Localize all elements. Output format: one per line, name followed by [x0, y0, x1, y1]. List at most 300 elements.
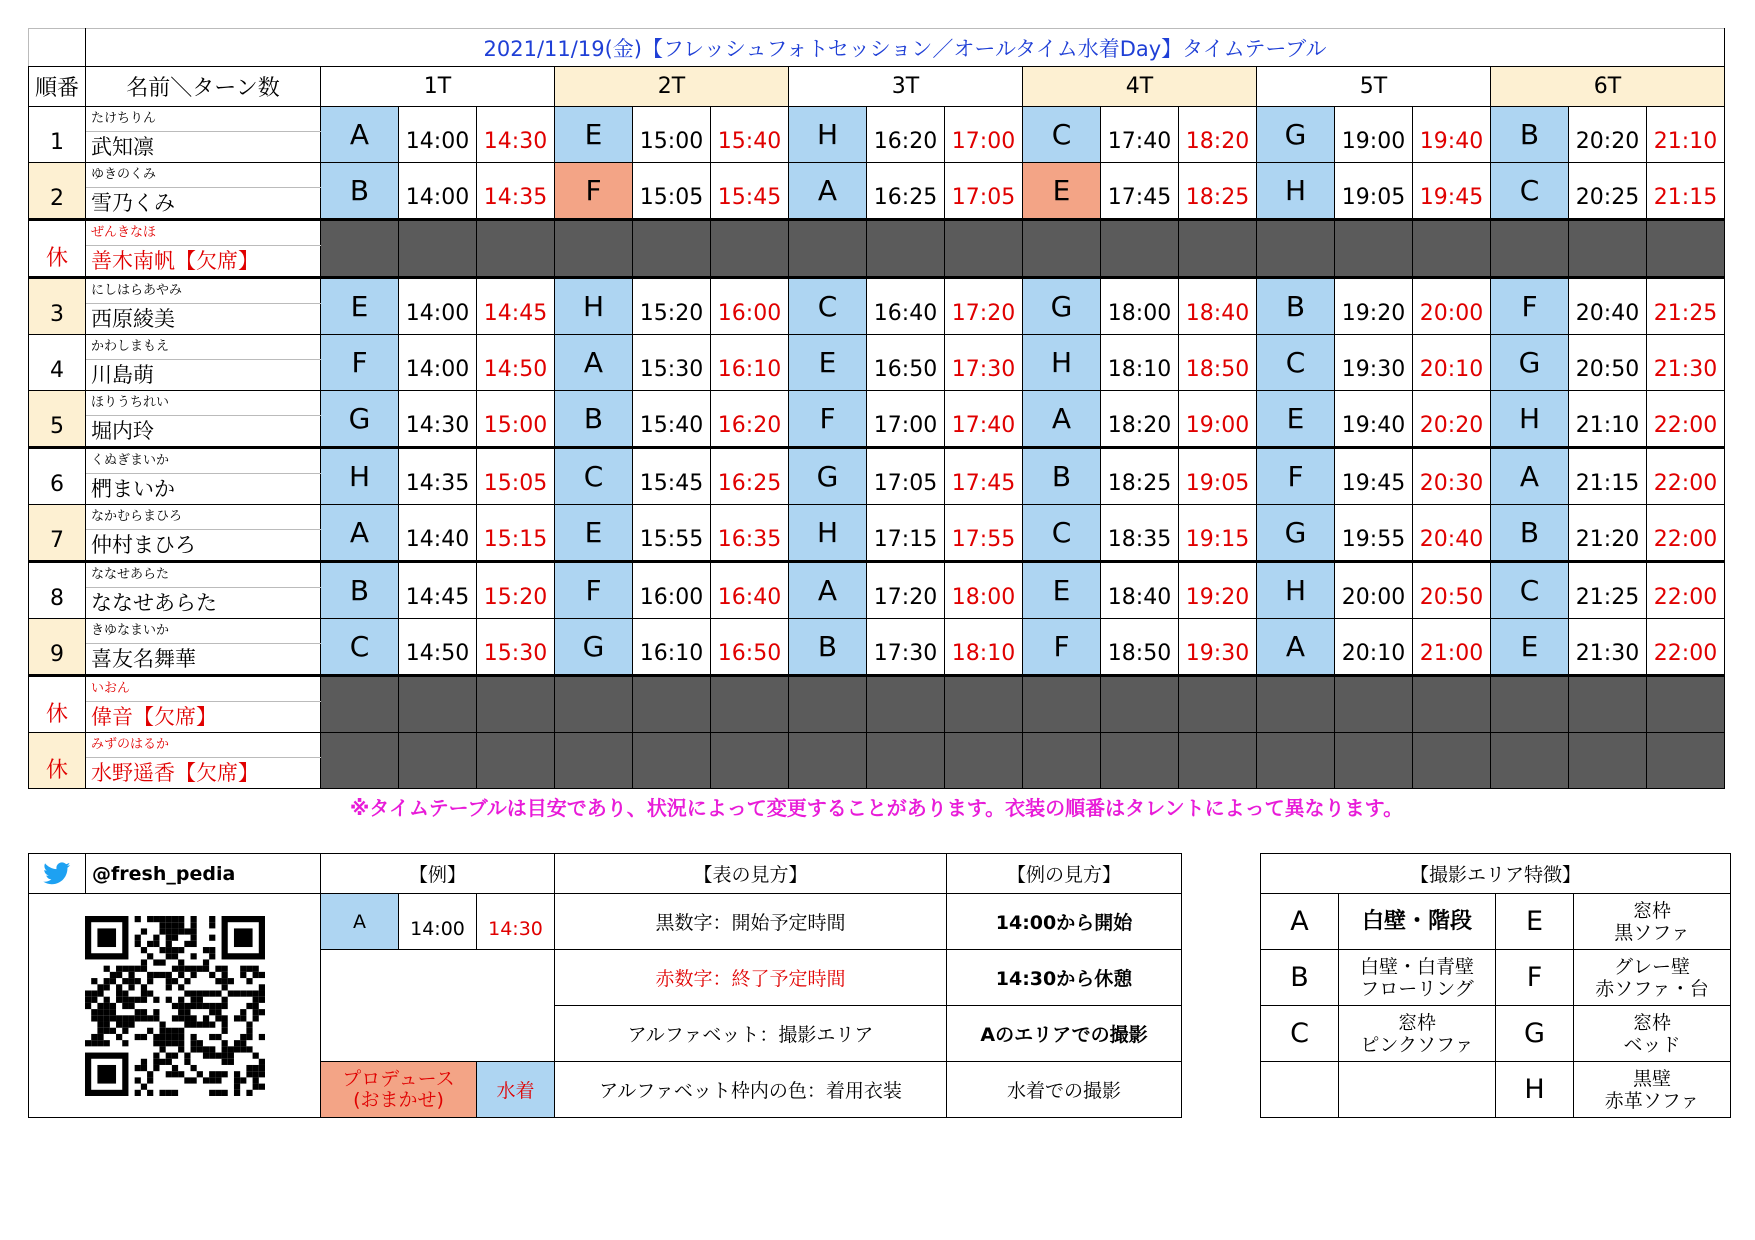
- end-time: 19:20: [1179, 562, 1257, 619]
- area-letter: B: [1491, 505, 1569, 562]
- area-letter: F: [321, 335, 399, 391]
- absent-cell: [789, 676, 867, 733]
- area-description-line: 窓枠: [1632, 1011, 1671, 1034]
- area-description: [1339, 1062, 1496, 1118]
- start-time: 15:40: [633, 391, 711, 448]
- example-end: 14:30: [477, 894, 555, 950]
- absent-cell: [1179, 676, 1257, 733]
- turn-header-2: 2T: [555, 67, 789, 107]
- row-number: 9: [29, 619, 86, 676]
- absent-cell: [1569, 733, 1647, 789]
- start-time: 21:10: [1569, 391, 1647, 448]
- area-letter: A: [1257, 619, 1335, 676]
- area-letter: G: [321, 391, 399, 448]
- end-time: 17:00: [945, 107, 1023, 163]
- area-letter: F: [555, 163, 633, 220]
- area-feature-row: [1261, 1062, 1731, 1118]
- absent-cell: [1491, 733, 1569, 789]
- absent-cell: [555, 676, 633, 733]
- start-time: 14:00: [399, 278, 477, 335]
- legend-example-1: 14:00から開始: [947, 894, 1182, 950]
- absent-cell: [1179, 733, 1257, 789]
- area-code: [1261, 1062, 1339, 1118]
- area-code: C: [1261, 1006, 1339, 1062]
- start-time: 17:00: [867, 391, 945, 448]
- end-time: 21:30: [1647, 335, 1725, 391]
- end-time: 17:05: [945, 163, 1023, 220]
- area-letter: A: [1491, 448, 1569, 505]
- title-corner: [29, 29, 86, 67]
- end-time: 14:45: [477, 278, 555, 335]
- end-time: 19:45: [1413, 163, 1491, 220]
- area-description-line: 白壁・白青壁: [1359, 955, 1474, 978]
- absent-cell: [1569, 676, 1647, 733]
- legend-blank: [321, 950, 555, 1062]
- absent-cell: [945, 220, 1023, 278]
- end-time: 22:00: [1647, 448, 1725, 505]
- absent-cell: [1257, 676, 1335, 733]
- end-time: 17:55: [945, 505, 1023, 562]
- end-time: 14:35: [477, 163, 555, 220]
- area-letter: H: [555, 278, 633, 335]
- area-letter: B: [789, 619, 867, 676]
- start-time: 20:00: [1335, 562, 1413, 619]
- absent-cell: [1413, 733, 1491, 789]
- area-description-line: 白壁・階段: [1361, 908, 1472, 934]
- absent-cell: [555, 733, 633, 789]
- area-letter: A: [789, 562, 867, 619]
- talent-name: 川島萌: [86, 360, 321, 391]
- legend-table: [28, 853, 1182, 1118]
- qr-code-icon: [85, 916, 265, 1096]
- absent-cell: [633, 676, 711, 733]
- end-time: 16:50: [711, 619, 789, 676]
- area-letter: E: [789, 335, 867, 391]
- row-number: 休: [29, 220, 86, 278]
- area-letter: A: [321, 107, 399, 163]
- produce-swatch: [321, 1062, 477, 1118]
- end-time: 14:30: [477, 107, 555, 163]
- area-code: A: [1261, 894, 1339, 950]
- start-time: 21:15: [1569, 448, 1647, 505]
- start-time: 19:20: [1335, 278, 1413, 335]
- start-time: 20:50: [1569, 335, 1647, 391]
- absent-cell: [711, 676, 789, 733]
- absent-cell: [1335, 733, 1413, 789]
- name-ruby: ゆきのくみ: [86, 163, 321, 188]
- turn-header-4: 4T: [1023, 67, 1257, 107]
- end-time: 16:10: [711, 335, 789, 391]
- start-time: 19:05: [1335, 163, 1413, 220]
- area-letter: E: [1023, 163, 1101, 220]
- end-time: 16:25: [711, 448, 789, 505]
- row-number: 1: [29, 107, 86, 163]
- start-time: 21:30: [1569, 619, 1647, 676]
- start-time: 16:50: [867, 335, 945, 391]
- person-row: [29, 505, 1725, 530]
- end-time: 15:20: [477, 562, 555, 619]
- area-letter: H: [789, 505, 867, 562]
- absent-cell: [1179, 220, 1257, 278]
- name-ruby: ぜんきなほ: [86, 220, 321, 246]
- start-time: 18:00: [1101, 278, 1179, 335]
- start-time: 17:15: [867, 505, 945, 562]
- start-time: 14:30: [399, 391, 477, 448]
- person-row: [29, 619, 1725, 644]
- end-time: 17:30: [945, 335, 1023, 391]
- start-time: 14:00: [399, 335, 477, 391]
- name-ruby: かわしまもえ: [86, 335, 321, 360]
- turn-header-5: 5T: [1257, 67, 1491, 107]
- absent-cell: [789, 220, 867, 278]
- end-time: 21:00: [1413, 619, 1491, 676]
- area-letter: H: [1491, 391, 1569, 448]
- talent-name: 西原綾美: [86, 304, 321, 335]
- row-number: 6: [29, 448, 86, 505]
- legend-desc-3: アルファベット：撮影エリア: [555, 1006, 947, 1062]
- example-area: A: [321, 894, 399, 950]
- end-time: 19:30: [1179, 619, 1257, 676]
- area-description-line: ピンクソファ: [1360, 1033, 1474, 1056]
- absent-cell: [1101, 220, 1179, 278]
- name-ruby: にしはらあやみ: [86, 278, 321, 304]
- example-header: 【例】: [321, 854, 555, 894]
- end-time: 15:15: [477, 505, 555, 562]
- start-time: 15:20: [633, 278, 711, 335]
- absent-cell: [1647, 733, 1725, 789]
- area-letter: F: [789, 391, 867, 448]
- person-row: [29, 163, 1725, 188]
- end-time: 16:00: [711, 278, 789, 335]
- area-feature-row: [1261, 1006, 1731, 1062]
- person-row: [29, 278, 1725, 304]
- absent-cell: [711, 733, 789, 789]
- absent-cell: [1335, 220, 1413, 278]
- start-time: 17:40: [1101, 107, 1179, 163]
- start-time: 16:10: [633, 619, 711, 676]
- area-letter: B: [1491, 107, 1569, 163]
- row-number: 8: [29, 562, 86, 619]
- example-reading-header: 【例の見方】: [947, 854, 1182, 894]
- absent-cell: [633, 220, 711, 278]
- talent-name: 水野遥香【欠席】: [86, 758, 321, 789]
- end-time: 20:00: [1413, 278, 1491, 335]
- name-ruby: たけちりん: [86, 107, 321, 132]
- start-time: 20:40: [1569, 278, 1647, 335]
- end-time: 18:10: [945, 619, 1023, 676]
- legend-desc-2: 赤数字：終了予定時間: [555, 950, 947, 1006]
- area-feature-row: [1261, 894, 1731, 950]
- end-time: 15:30: [477, 619, 555, 676]
- absent-cell: [555, 220, 633, 278]
- legend-example-3: Aのエリアでの撮影: [947, 1006, 1182, 1062]
- absent-cell: [1491, 676, 1569, 733]
- area-features-table: [1260, 853, 1731, 1118]
- absent-cell: [321, 676, 399, 733]
- area-letter: A: [1023, 391, 1101, 448]
- absent-cell: [711, 220, 789, 278]
- absent-cell: [1257, 220, 1335, 278]
- area-description: [1339, 950, 1496, 1006]
- area-letter: H: [1023, 335, 1101, 391]
- end-time: 18:50: [1179, 335, 1257, 391]
- area-letter: B: [1257, 278, 1335, 335]
- name-ruby: くぬぎまいか: [86, 448, 321, 474]
- start-time: 18:20: [1101, 391, 1179, 448]
- turn-header-1: 1T: [321, 67, 555, 107]
- talent-name: ななせあらた: [86, 588, 321, 619]
- area-description: [1574, 1062, 1731, 1118]
- talent-name: 椚まいか: [86, 474, 321, 505]
- start-time: 16:25: [867, 163, 945, 220]
- start-time: 15:05: [633, 163, 711, 220]
- twitter-handle[interactable]: @fresh_pedia: [86, 854, 321, 894]
- row-number: 休: [29, 733, 86, 789]
- person-row: [29, 733, 1725, 758]
- area-letter: H: [321, 448, 399, 505]
- start-time: 15:00: [633, 107, 711, 163]
- how-to-read-header: 【表の見方】: [555, 854, 947, 894]
- disclaimer-note: ※タイムテーブルは目安であり、状況によって変更することがあります。衣装の順番はタレントによって異なります。: [349, 796, 1404, 821]
- start-time: 14:40: [399, 505, 477, 562]
- area-letter: E: [1023, 562, 1101, 619]
- area-description-line: ベッド: [1623, 1033, 1681, 1056]
- swimsuit-swatch: 水着: [477, 1062, 555, 1118]
- area-description-line: 窓枠: [1632, 899, 1671, 922]
- qr-cell: [29, 894, 321, 1118]
- absent-cell: [477, 676, 555, 733]
- row-number: 2: [29, 163, 86, 220]
- area-features-header: 【撮影エリア特徴】: [1261, 854, 1731, 894]
- absent-cell: [1335, 676, 1413, 733]
- end-time: 22:00: [1647, 619, 1725, 676]
- absent-cell: [1569, 220, 1647, 278]
- area-letter: C: [789, 278, 867, 335]
- end-time: 17:20: [945, 278, 1023, 335]
- start-time: 14:50: [399, 619, 477, 676]
- absent-cell: [1101, 733, 1179, 789]
- absent-cell: [945, 676, 1023, 733]
- end-time: 22:00: [1647, 505, 1725, 562]
- area-letter: H: [1257, 562, 1335, 619]
- start-time: 16:40: [867, 278, 945, 335]
- area-description: [1339, 1006, 1496, 1062]
- area-letter: H: [1257, 163, 1335, 220]
- absent-cell: [1023, 733, 1101, 789]
- end-time: 20:10: [1413, 335, 1491, 391]
- area-letter: E: [555, 505, 633, 562]
- end-time: 18:40: [1179, 278, 1257, 335]
- absent-cell: [1023, 676, 1101, 733]
- start-time: 14:45: [399, 562, 477, 619]
- area-letter: F: [1491, 278, 1569, 335]
- legend-desc-1: 黒数字：開始予定時間: [555, 894, 947, 950]
- name-ruby: いおん: [86, 676, 321, 702]
- end-time: 17:45: [945, 448, 1023, 505]
- start-time: 18:40: [1101, 562, 1179, 619]
- name-turns-header: 名前＼ターン数: [86, 67, 321, 107]
- area-code: E: [1496, 894, 1574, 950]
- end-time: 18:20: [1179, 107, 1257, 163]
- absent-cell: [867, 733, 945, 789]
- area-letter: G: [1257, 505, 1335, 562]
- start-time: 19:55: [1335, 505, 1413, 562]
- area-letter: E: [1257, 391, 1335, 448]
- absent-cell: [867, 220, 945, 278]
- end-time: 20:20: [1413, 391, 1491, 448]
- area-description-line: 黒ソファ: [1614, 921, 1690, 944]
- area-description-line: 赤革ソファ: [1604, 1089, 1700, 1112]
- area-letter: F: [1257, 448, 1335, 505]
- area-description: [1574, 894, 1731, 950]
- start-time: 16:20: [867, 107, 945, 163]
- area-letter: C: [1491, 562, 1569, 619]
- area-letter: F: [1023, 619, 1101, 676]
- person-row: [29, 676, 1725, 702]
- legend-example-2: 14:30から休憩: [947, 950, 1182, 1006]
- row-number: 7: [29, 505, 86, 562]
- start-time: 15:45: [633, 448, 711, 505]
- talent-name: 偉音【欠席】: [86, 702, 321, 733]
- area-letter: C: [1023, 107, 1101, 163]
- end-time: 18:00: [945, 562, 1023, 619]
- area-description: [1339, 894, 1496, 950]
- area-letter: C: [555, 448, 633, 505]
- area-letter: A: [555, 335, 633, 391]
- legend-example-4: 水着での撮影: [947, 1062, 1182, 1118]
- row-number: 休: [29, 676, 86, 733]
- absent-cell: [1491, 220, 1569, 278]
- end-time: 16:40: [711, 562, 789, 619]
- row-number: 4: [29, 335, 86, 391]
- start-time: 18:10: [1101, 335, 1179, 391]
- absent-cell: [1023, 220, 1101, 278]
- turn-header-3: 3T: [789, 67, 1023, 107]
- end-time: 15:00: [477, 391, 555, 448]
- end-time: 15:40: [711, 107, 789, 163]
- end-time: 21:15: [1647, 163, 1725, 220]
- area-description-line: 黒壁: [1632, 1067, 1671, 1090]
- talent-name: 堀内玲: [86, 416, 321, 448]
- page-title: 2021/11/19(金)【フレッシュフォトセッション／オールタイム水着Day】タイムテーブル: [86, 29, 1725, 67]
- talent-name: 仲村まひろ: [86, 530, 321, 562]
- end-time: 20:40: [1413, 505, 1491, 562]
- end-time: 22:00: [1647, 562, 1725, 619]
- area-letter: A: [321, 505, 399, 562]
- start-time: 21:25: [1569, 562, 1647, 619]
- start-time: 19:00: [1335, 107, 1413, 163]
- start-time: 19:45: [1335, 448, 1413, 505]
- start-time: 15:30: [633, 335, 711, 391]
- end-time: 22:00: [1647, 391, 1725, 448]
- area-letter: C: [1023, 505, 1101, 562]
- example-start: 14:00: [399, 894, 477, 950]
- end-time: 16:20: [711, 391, 789, 448]
- talent-name: 喜友名舞華: [86, 644, 321, 676]
- area-letter: C: [1257, 335, 1335, 391]
- absent-cell: [399, 676, 477, 733]
- person-row: [29, 391, 1725, 416]
- area-code: G: [1496, 1006, 1574, 1062]
- area-feature-row: [1261, 950, 1731, 1006]
- person-row: [29, 562, 1725, 588]
- end-time: 20:30: [1413, 448, 1491, 505]
- area-letter: E: [321, 278, 399, 335]
- area-letter: A: [789, 163, 867, 220]
- twitter-bird-icon: [41, 862, 73, 886]
- start-time: 18:50: [1101, 619, 1179, 676]
- area-letter: G: [1023, 278, 1101, 335]
- person-row: [29, 220, 1725, 246]
- absent-cell: [1413, 676, 1491, 733]
- person-row: [29, 448, 1725, 474]
- end-time: 19:15: [1179, 505, 1257, 562]
- end-time: 19:40: [1413, 107, 1491, 163]
- absent-cell: [789, 733, 867, 789]
- end-time: 21:25: [1647, 278, 1725, 335]
- area-letter: B: [321, 562, 399, 619]
- end-time: 19:00: [1179, 391, 1257, 448]
- area-letter: G: [555, 619, 633, 676]
- person-row: [29, 107, 1725, 132]
- area-letter: C: [1491, 163, 1569, 220]
- absent-cell: [321, 733, 399, 789]
- absent-cell: [867, 676, 945, 733]
- area-description-line: 赤ソファ・台: [1595, 977, 1709, 1000]
- talent-name: 善木南帆【欠席】: [86, 246, 321, 278]
- produce-label-2: (おまかせ): [353, 1088, 444, 1111]
- start-time: 20:10: [1335, 619, 1413, 676]
- start-time: 21:20: [1569, 505, 1647, 562]
- start-time: 20:25: [1569, 163, 1647, 220]
- name-ruby: みずのはるか: [86, 733, 321, 758]
- turn-header-6: 6T: [1491, 67, 1725, 107]
- area-letter: H: [789, 107, 867, 163]
- area-letter: B: [1023, 448, 1101, 505]
- end-time: 18:25: [1179, 163, 1257, 220]
- end-time: 14:50: [477, 335, 555, 391]
- absent-cell: [1413, 220, 1491, 278]
- talent-name: 武知凛: [86, 132, 321, 163]
- timetable: [28, 28, 1725, 825]
- start-time: 16:00: [633, 562, 711, 619]
- absent-cell: [1647, 676, 1725, 733]
- start-time: 17:30: [867, 619, 945, 676]
- start-time: 15:55: [633, 505, 711, 562]
- order-header: 順番: [29, 67, 86, 107]
- end-time: 16:35: [711, 505, 789, 562]
- area-letter: G: [789, 448, 867, 505]
- area-letter: G: [1491, 335, 1569, 391]
- start-time: 17:05: [867, 448, 945, 505]
- absent-cell: [399, 733, 477, 789]
- area-letter: G: [1257, 107, 1335, 163]
- start-time: 19:30: [1335, 335, 1413, 391]
- area-description-line: グレー壁: [1613, 955, 1690, 978]
- area-description-line: フローリング: [1360, 977, 1474, 1000]
- name-ruby: なかむらまひろ: [86, 505, 321, 530]
- area-letter: B: [555, 391, 633, 448]
- absent-cell: [1101, 676, 1179, 733]
- absent-cell: [477, 220, 555, 278]
- twitter-icon-cell: [29, 854, 86, 894]
- start-time: 14:00: [399, 163, 477, 220]
- start-time: 20:20: [1569, 107, 1647, 163]
- row-number: 3: [29, 278, 86, 335]
- absent-cell: [633, 733, 711, 789]
- area-description: [1574, 1006, 1731, 1062]
- absent-cell: [945, 733, 1023, 789]
